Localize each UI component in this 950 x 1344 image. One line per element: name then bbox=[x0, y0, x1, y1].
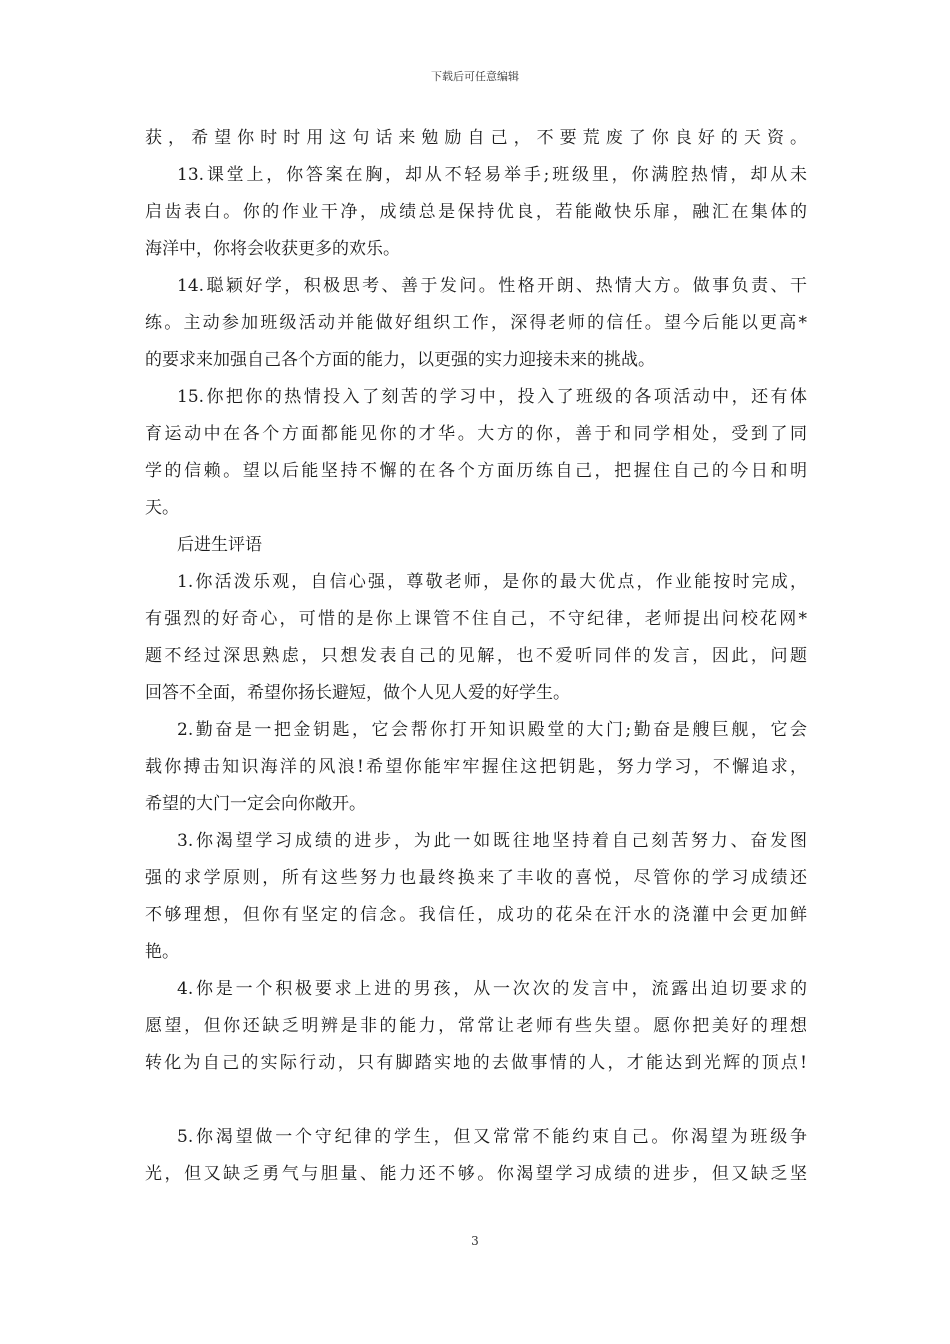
text-line: 4.你是一个积极要求上进的男孩，从一次次的发言中，流露出迫切要求的 bbox=[177, 979, 807, 999]
blank-line bbox=[145, 1082, 807, 1119]
text-line: 5.你渴望做一个守纪律的学生，但又常常不能约束自己。你渴望为班级争 bbox=[177, 1127, 807, 1147]
text-line: 育运动中在各个方面都能见你的才华。大方的你，善于和同学相处，受到了同 bbox=[145, 424, 807, 444]
text-line: 题不经过深思熟虑，只想发表自己的见解，也不爱听同伴的发言，因此，问题 bbox=[145, 646, 807, 666]
text-line: 获，希望你时时用这句话来勉励自己，不要荒废了你良好的天资。 bbox=[145, 128, 807, 148]
document-body bbox=[145, 120, 807, 1193]
text-line: 启齿表白。你的作业干净，成绩总是保持优良，若能敞快乐扉，融汇在集体的 bbox=[145, 202, 807, 222]
text-line: 学的信赖。望以后能坚持不懈的在各个方面历练自己，把握住自己的今日和明 bbox=[145, 461, 807, 481]
text-line: 海洋中，你将会收获更多的欢乐。 bbox=[145, 239, 400, 259]
text-line: 13.课堂上，你答案在胸，却从不轻易举手;班级里，你满腔热情，却从未 bbox=[177, 165, 807, 185]
text-line: 希望的大门一定会向你敞开。 bbox=[145, 794, 366, 814]
text-line: 转化为自己的实际行动，只有脚踏实地的去做事情的人，才能达到光辉的顶点! bbox=[145, 1053, 807, 1073]
text-line: 2.勤奋是一把金钥匙，它会帮你打开知识殿堂的大门;勤奋是艘巨舰，它会 bbox=[177, 720, 807, 740]
text-line: 有强烈的好奇心，可惜的是你上课管不住自己，不守纪律，老师提出问校花网* bbox=[145, 609, 807, 629]
page-header: 下载后可任意编辑 bbox=[431, 70, 519, 83]
text-line: 愿望，但你还缺乏明辨是非的能力，常常让老师有些失望。愿你把美好的理想 bbox=[145, 1016, 807, 1036]
text-line: 回答不全面，希望你扬长避短，做个人见人爱的好学生。 bbox=[145, 683, 570, 703]
page-number: 3 bbox=[471, 1234, 479, 1248]
text-line: 1.你活泼乐观，自信心强，尊敬老师，是你的最大优点，作业能按时完成， bbox=[177, 572, 807, 592]
section-heading: 后进生评语 bbox=[177, 535, 262, 555]
text-line: 14.聪颖好学，积极思考、善于发问。性格开朗、热情大方。做事负责、干 bbox=[177, 276, 807, 296]
text-line: 3.你渴望学习成绩的进步，为此一如既往地坚持着自己刻苦努力、奋发图 bbox=[177, 831, 807, 851]
text-line: 15.你把你的热情投入了刻苦的学习中，投入了班级的各项活动中，还有体 bbox=[177, 387, 807, 407]
text-line: 不够理想，但你有坚定的信念。我信任，成功的花朵在汗水的浇灌中会更加鲜 bbox=[145, 905, 807, 925]
text-line: 载你搏击知识海洋的风浪!希望你能牢牢握住这把钥匙，努力学习，不懈追求， bbox=[145, 757, 807, 777]
text-line: 的要求来加强自己各个方面的能力，以更强的实力迎接未来的挑战。 bbox=[145, 350, 655, 370]
text-line: 天。 bbox=[145, 498, 179, 518]
text-line: 强的求学原则，所有这些努力也最终换来了丰收的喜悦，尽管你的学习成绩还 bbox=[145, 868, 807, 888]
text-line: 练。主动参加班级活动并能做好组织工作，深得老师的信任。望今后能以更高* bbox=[145, 313, 807, 333]
text-line: 艳。 bbox=[145, 942, 179, 962]
text-line: 光，但又缺乏勇气与胆量、能力还不够。你渴望学习成绩的进步，但又缺乏坚 bbox=[145, 1164, 807, 1184]
